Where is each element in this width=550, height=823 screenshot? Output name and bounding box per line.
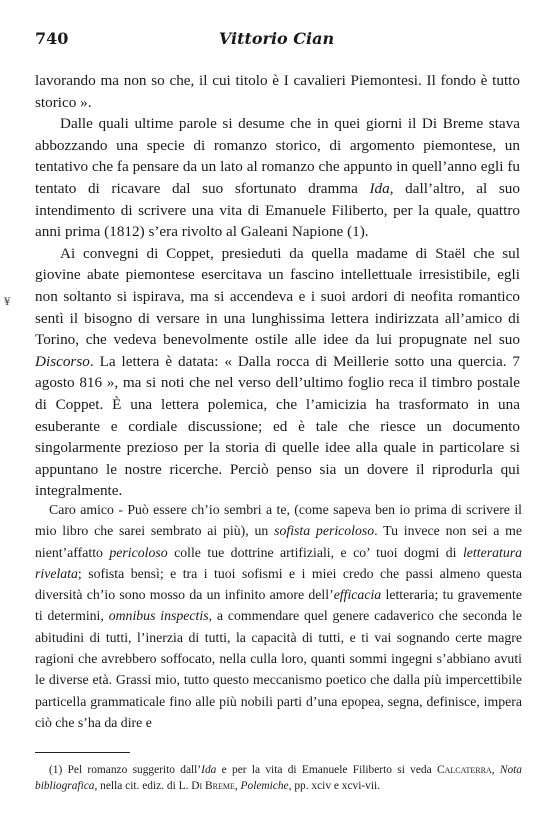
quote-italic-1: sofista pericoloso	[274, 523, 375, 539]
footnote-text-2: e per la vita di Emanuele Filiberto si veda	[216, 764, 437, 776]
footnote-text-4: , nella cit. ediz. di L.	[94, 779, 192, 792]
quote-text-3: colle tue dottrine artifiziali, e co’ tuoi dogmi di	[167, 544, 463, 560]
paragraph-3-text-a: Ai convegni di Coppet, presieduti da quella madame di Staël che sul giovine abate piemontese esercitava un fascino intellettuale irresistibile, egli non soltanto si ispirava, ma si accendeva e i suoi ardori di neofita romantico sentì il bisogno di versare in una lunghissima lettera indirizzata all’amico di Torino, che vedeva benevolmente ostile alle idee da lui propugnate nel suo	[35, 244, 520, 349]
quote-text-1: Caro amico - Può essere ch’io sembri a te, (come sapeva ben io prima di scrivere il mio libro che sarei sembrato ai più), un	[35, 502, 522, 539]
quote-text-6: , a commendare quel genere cadaverico che seconda le abitudini di tutti, l’inerzia di tutti, la capacità di tutti, e ti vai sognando certe magre ragioni che avrebbero soffocato, nella culla loro, quanti sommi ingegni s’abbiano avuti le diverse età. Grassi mio, tutto questo meccanismo poetico che dalla più impercettibile particella grammaticale fino alle più nobili parti d’una epopea, segna, definisce, impera ciò che s’ha da dire e	[35, 608, 522, 730]
paragraph-2-text-a: Dalle quali ultime parole si desume che in quei giorni il Di Breme stava abbozzando una specie di romanzo storico, di argomento piemontese, un tentativo che fa pensare da un lato al romanzo che appunto in quell’anno egli fu tentato di ricavare dal suo sfortunato dramma	[35, 115, 520, 197]
page-header	[35, 29, 518, 53]
quote-text-5: letteraria; tu gravemente ti determini,	[35, 587, 522, 624]
quote-italic-2: pericoloso	[109, 544, 168, 560]
paragraph-1: lavorando ma non so che, il cui titolo è I cavalieri Piemontesi. Il fondo è tutto storico ».	[35, 72, 520, 111]
footnote-divider	[35, 752, 130, 753]
quote-italic-4: efficacia	[333, 587, 382, 603]
footnote	[35, 763, 522, 794]
quoted-letter-paragraph	[35, 499, 522, 733]
footnote-italic-1: Ida	[201, 764, 217, 776]
footnote-text-6: , pp. xciv e xcvi-vii.	[288, 779, 381, 792]
running-title: Vittorio Cian	[218, 29, 335, 48]
paragraph-3	[35, 243, 520, 502]
quote-italic-3: letteratura rivelata	[35, 544, 522, 581]
paragraph-2	[35, 113, 520, 243]
paragraph-2-text-b: , dall’altro, al suo intendimento di scrivere una vita di Emanuele Filiberto, per la quale, quattro anni prima (1812) s’era rivolto al Galeani Napione (1).	[35, 179, 520, 241]
quote-text-2: . Tu invece non sei a me nient’affatto	[35, 523, 522, 560]
quote-text-4: ; sofista bensì; e tra i tuoi sofismi e i miei credo che passi almeno questa diversità ch’io sono mosso da un infinito amore dell’	[35, 565, 522, 603]
footnote-author-2: Di Breme	[191, 779, 235, 792]
body-text	[35, 70, 520, 502]
footnote-author-1: Calcaterra	[436, 764, 492, 776]
paragraph-3-italic: Discorso	[35, 352, 90, 370]
footnote-italic-3: Polemiche	[240, 779, 289, 792]
paragraph-3-text-b: . La lettera è datata: « Dalla rocca di Meillerie sotto una quercia. 7 agosto 816 », ma si noti che nel verso dell’ultimo foglio reca il timbro postale di Coppet. È una lettera polemica, che l’amicizia ha trasformato in una esuberante e cordiale discussione; ed è tale che riesce un documento singolarmente prezioso per la storia di quelle idee alla quale in particolare si appuntano le nostre ricerche. Perciò penso sia un dovere il riprodurla qui integralmente.	[35, 352, 520, 500]
quoted-letter	[35, 499, 522, 733]
footnote-text-1: (1) Pel romanzo suggerito dall’	[49, 764, 202, 776]
footnote-paragraph	[35, 763, 522, 794]
paragraph-2-italic: Ida	[369, 179, 390, 197]
footnote-italic-2: Nota bibliografica	[35, 764, 522, 792]
page-number: 740	[35, 29, 69, 48]
margin-mark: ¥	[4, 297, 11, 308]
footnote-text-5: ,	[234, 779, 241, 792]
footnote-text-3: ,	[491, 764, 500, 776]
quote-italic-5: omnibus inspectis	[108, 608, 209, 624]
